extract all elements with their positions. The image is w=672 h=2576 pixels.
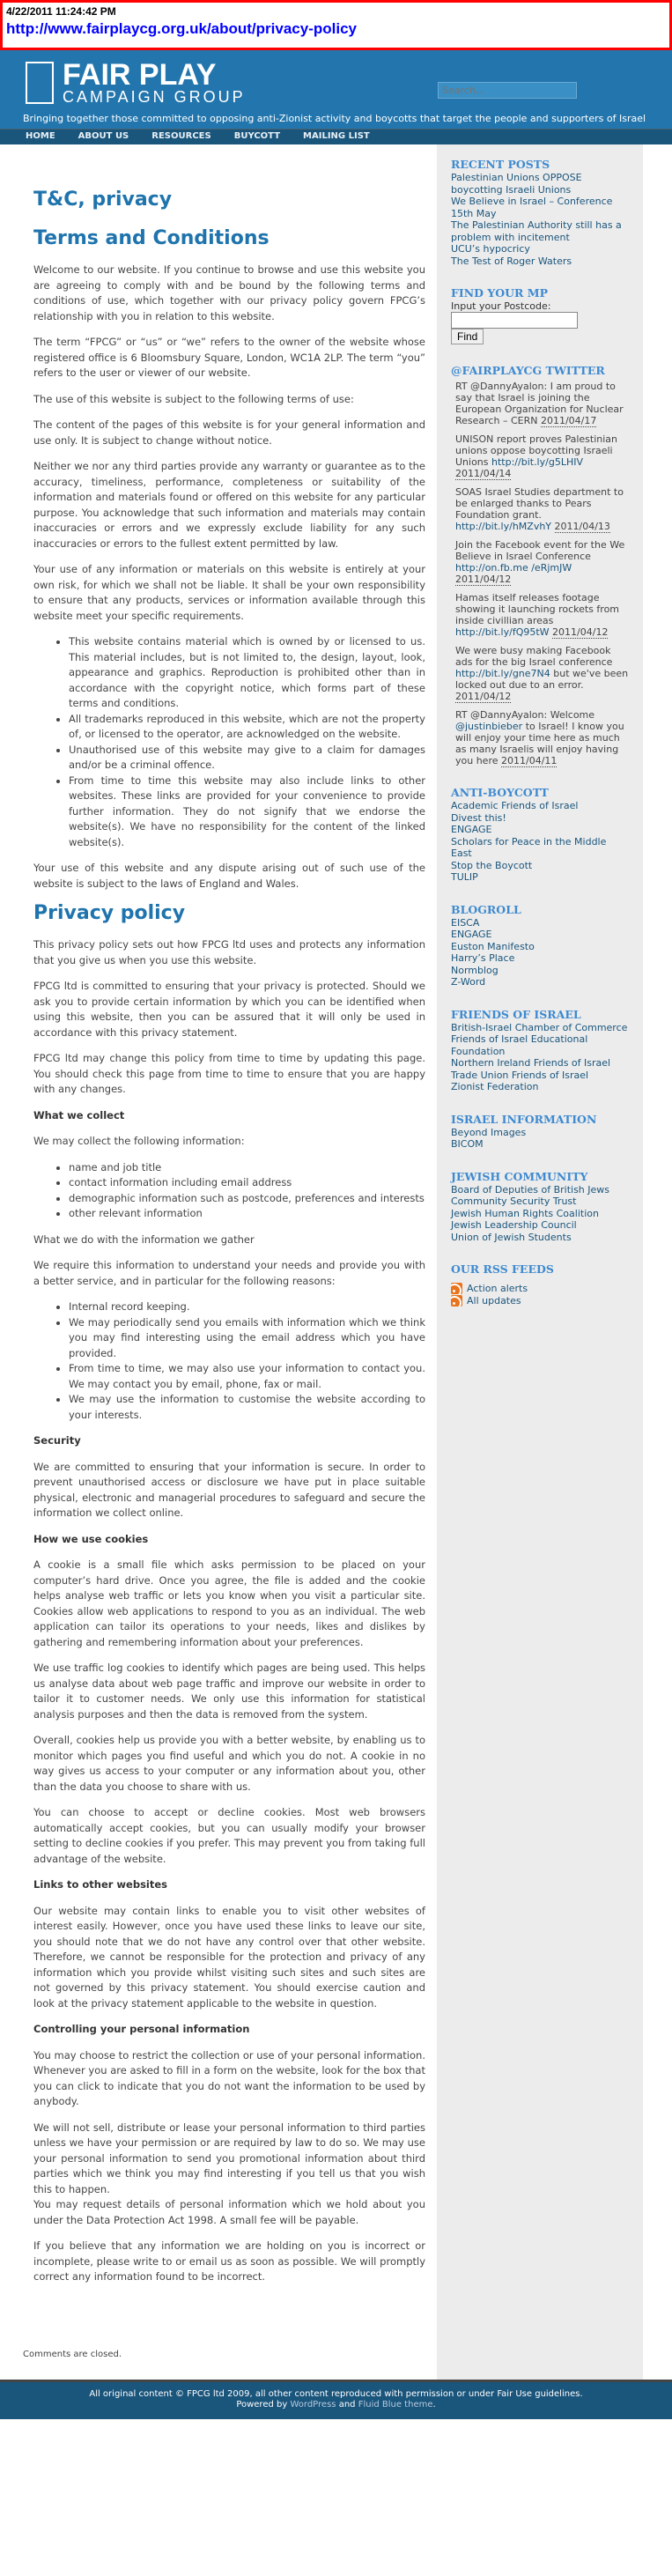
nav-about-us[interactable]: ABOUT US [78, 131, 129, 141]
tweet [455, 539, 629, 585]
recent-post-link[interactable]: The Palestinian Authority still has a problem with incitement [451, 219, 622, 243]
main-nav [0, 129, 672, 144]
friends-list [451, 1022, 629, 1093]
pp-paragraph: This privacy policy sets out how FPCG ltd uses and protects any information that you give us when you use this website. [33, 938, 425, 966]
recent-post-link[interactable]: UCU’s hypocricy [451, 243, 530, 255]
tweet-link[interactable]: http://bit.ly/gne7N4 [455, 668, 550, 679]
sidebar-link[interactable]: Community Security Trust [451, 1195, 577, 1207]
do-item: • We may use the information to customise the website according to your interests. [69, 1392, 425, 1423]
cookies-paragraph: Overall, cookies help us provide you with a better website, by enabling us to monitor which pages you find useful and which you do not. A cookie in no way gives us access to your computer or any information about you, other than the data you choose to share with us. [33, 1734, 425, 1793]
sidebar-link[interactable]: Z-Word [451, 976, 486, 988]
capture-banner [0, 0, 672, 50]
sidebar-link[interactable]: Jewish Leadership Council [451, 1219, 577, 1231]
wordpress-link[interactable]: WordPress [290, 2400, 336, 2409]
control-paragraph: You may choose to restrict the collection or use of your personal information. Whenever you are asked to fill in a form on the website, look for the box that you can click to indicate that you do not want the information to be used by anybody. [33, 2048, 425, 2107]
postcode-input[interactable] [451, 312, 578, 329]
rss-icon [451, 1295, 462, 1307]
tweet [455, 433, 629, 479]
collect-item: • demographic information such as postcode, preferences and interests [69, 1191, 425, 1207]
tweet [455, 381, 629, 426]
sidebar-link[interactable]: EISCA [451, 916, 480, 929]
capture-timestamp: 4/22/2011 11:24:42 PM [6, 5, 116, 18]
site-header [0, 50, 672, 129]
sidebar-link[interactable]: Northern Ireland Friends of Israel [451, 1057, 611, 1069]
tweet-text: Join the Facebook event for the We Believe in Israel Conference [455, 539, 625, 562]
links-text: Our website may contain links to enable you to visit other websites of interest easily. However, once you have used these links to leave our site, you should note that we do not have any control over that other website. Therefore, we cannot be responsible for the protection and privacy of any information which you provide whilst visiting such sites and such sites are not governed by this privacy statement. You should exercise caution and look at the privacy statement applicable to the website in question. [33, 1904, 425, 2010]
do-item: • From time to time, we may also use your information to contact you. We may contact you by email, phone, fax or mail. [69, 1361, 425, 1392]
capture-url[interactable]: http://www.fairplaycg.org.uk/about/privacy-policy [6, 20, 357, 37]
tweet-text: We were busy making Facebook ads for the big Israel conference [455, 645, 613, 668]
rss-all-updates[interactable] [451, 1295, 629, 1307]
control-heading: Controlling your personal information [33, 2023, 250, 2035]
tc-bullet: • All trademarks reproduced in this website, which are not the property of, or licensed to the operator, are acknowledged on the website. [69, 712, 425, 743]
tweet-text: Hamas itself releases footage showing it launching rockets from inside civillian areas [455, 592, 620, 626]
comments-closed: Comments are closed. [23, 2349, 122, 2359]
sidebar-link[interactable]: BICOM [451, 1138, 484, 1150]
find-mp-heading: FIND YOUR MP [451, 286, 549, 300]
nav-buycott[interactable]: BUYCOTT [233, 131, 281, 141]
tc-heading: Terms and Conditions [33, 227, 270, 249]
collect-item: • name and job title [69, 1160, 425, 1176]
tc-paragraph: The use of this website is subject to the following terms of use: [33, 392, 354, 405]
tc-bullet-list [69, 634, 425, 850]
blogroll-list [451, 917, 629, 988]
links-heading: Links to other websites [33, 1878, 167, 1891]
tweet-link[interactable]: http://bit.ly/g5LHIV [491, 456, 583, 468]
sidebar [437, 144, 643, 2380]
tweet-date[interactable]: 2011/04/12 [455, 574, 512, 585]
anti-boycott-heading: ANTI-BOYCOTT [451, 786, 549, 799]
anti-boycott-list [451, 800, 629, 884]
tweet-text: RT @DannyAyalon: I am proud to say that Israel is joining the European Organization for Nuclear Research – CERN [455, 381, 624, 426]
tc-bullet: • This website contains material which is owned by or licensed to us. This material includes, but is not limited to, the design, layout, look, appearance and graphics. Reproduction is prohibited other than in accordance with the copyright notice, which forms part of these terms and conditions. [69, 634, 425, 712]
tweet [455, 709, 629, 766]
collect-item: • other relevant information [69, 1206, 425, 1222]
jewish-community-heading: JEWISH COMMUNITY [451, 1169, 588, 1183]
tweet-date[interactable]: 2011/04/17 [540, 415, 597, 426]
sidebar-link[interactable]: Harry’s Place [451, 952, 515, 964]
tweet-link[interactable]: http://bit.ly/hMZvhY [455, 521, 552, 532]
do-intro: We require this information to understand your needs and provide you with a better service, and in particular for the following reasons: [33, 1259, 425, 1287]
tweet-link[interactable]: http://bit.ly/fQ95tW [455, 626, 550, 638]
recent-post-link[interactable]: We Believe in Israel – Conference 15th May [451, 196, 613, 219]
jewish-community-list [451, 1184, 629, 1244]
logo-square-icon[interactable] [26, 62, 54, 104]
do-heading: What we do with the information we gather [33, 1232, 255, 1246]
security-heading: Security [33, 1434, 81, 1447]
privacy-heading: Privacy policy [33, 902, 186, 924]
tweet-list [451, 381, 629, 766]
site-tagline: Bringing together those committed to opposing anti-Zionist activity and boycotts that target the people and supporters of Israel [23, 113, 646, 124]
tweet-date[interactable]: 2011/04/13 [554, 521, 610, 532]
footer-powered-prefix: Powered by [236, 2400, 288, 2409]
theme-link[interactable]: Fluid Blue theme [358, 2400, 433, 2409]
tc-paragraph: Welcome to our website. If you continue to browse and use this website you are agreeing to comply with and be bound by the following terms and conditions of use, which together with our privacy policy govern FPCG’s relationship with you in relation to this website. [33, 263, 425, 322]
control-paragraph [33, 2121, 425, 2229]
collect-item: • contact information including email address [69, 1175, 425, 1191]
sidebar-link[interactable]: Divest this! [451, 811, 506, 824]
nav-resources[interactable]: RESOURCES [151, 131, 211, 141]
security-text: We are committed to ensuring that your information is secure. In order to prevent unauthorised access or disclosure we have put in place suitable physical, electronic and managerial procedures to safeguard and secure the information we collect online. [33, 1460, 425, 1519]
collect-list [69, 1160, 425, 1222]
nav-home[interactable]: HOME [26, 131, 55, 141]
sidebar-link[interactable]: ENGAGE [451, 824, 492, 835]
tweet-text: UNISON report proves Palestinian unions oppose boycotting Israeli Unions [455, 433, 618, 468]
friends-heading: FRIENDS OF ISRAEL [451, 1007, 581, 1021]
tweet [455, 592, 629, 638]
nav-mailing-list[interactable]: MAILING LIST [303, 131, 370, 141]
tweet-text: RT @DannyAyalon: Welcome [455, 709, 595, 721]
cookies-heading: How we use cookies [33, 1532, 149, 1545]
site-footer [0, 2380, 672, 2419]
footer-period: . [432, 2400, 436, 2409]
israel-info-list [451, 1127, 629, 1151]
rss-link[interactable]: All updates [467, 1294, 521, 1307]
rss-icon [451, 1283, 462, 1294]
footer-and: and [338, 2400, 356, 2409]
tc-paragraph: The content of the pages of this website is for your general information and use only. It is subject to change without notice. [33, 418, 425, 447]
cookies-paragraph: We use traffic log cookies to identify which pages are being used. This helps us analyse data about web page traffic and improve our website in order to tailor it to customer needs. We only use this information for statistical analysis purposes and then the data is removed from the system. [33, 1662, 425, 1721]
do-item: • Internal record keeping. [69, 1299, 425, 1315]
blogroll-heading: BLOGROLL [451, 902, 521, 916]
sidebar-link[interactable]: Zionist Federation [451, 1081, 539, 1092]
collect-heading: What we collect [33, 1108, 125, 1121]
pp-paragraph: FPCG ltd is committed to ensuring that your privacy is protected. Should we ask you to provide certain information by which you can be identified when using this website, then you can be assured that it will only be used in accordance with this privacy statement. [33, 980, 425, 1039]
control-paragraph: If you believe that any information we are holding on you is incorrect or incomplete, please write to or email us as soon as possible. We will promptly correct any information found to be incorrect. [33, 2239, 425, 2283]
logo-subtitle[interactable]: CAMPAIGN GROUP [63, 88, 246, 106]
tweet-date[interactable]: 2011/04/11 [501, 755, 558, 766]
tweet-date[interactable]: 2011/04/14 [455, 468, 512, 479]
sidebar-link[interactable]: Jewish Human Rights Coalition [451, 1207, 599, 1219]
tc-bullet: • Unauthorised use of this website may give to a claim for damages and/or be a criminal offence. [69, 743, 425, 774]
search-input[interactable] [438, 82, 577, 99]
control-p2a: We will not sell, distribute or lease your personal information to third parties unless we have your permission or are required by law to do so. We may use your personal information to send you promotional information about third parties which we think you may find interesting if you tell us that you wish this to happen. [33, 2121, 425, 2195]
twitter-heading: @FAIRPLAYCG TWITTER [451, 364, 605, 377]
tc-paragraph: The term “FPCG” or “us” or “we” refers to the owner of the website whose registered office is 6 Bloomsbury Square, London, WC1A 2LP. The term “you” refers to the user or viewer of our website. [33, 336, 425, 379]
do-item: • We may periodically send you emails with information which we think you may find interesting using the email address which you have provided. [69, 1315, 425, 1362]
main-content [0, 144, 437, 2380]
sidebar-link[interactable]: ENGAGE [451, 929, 492, 940]
sidebar-link[interactable]: Beyond Images [451, 1126, 527, 1138]
sidebar-link[interactable]: Trade Union Friends of Israel [451, 1069, 589, 1081]
tweet-text-after: to Israel! I know you will enjoy your time here as much as many Israelis will enjoy having you here [455, 721, 624, 766]
find-button[interactable]: Find [451, 329, 484, 344]
sidebar-link[interactable]: Friends of Israel Educational Foundation [451, 1033, 588, 1057]
tweet-text-after: but we've been locked out due to an error. [455, 668, 629, 691]
sidebar-link[interactable]: Academic Friends of Israel [451, 800, 579, 811]
sidebar-link[interactable]: Normblog [451, 964, 498, 976]
tc-paragraph: Neither we nor any third parties provide any warranty or guarantee as to the accuracy, timeliness, performance, completeness or suitability of the information and materials found or offered on this website for any particular purpose. You acknowledge that such information and materials may contain inaccuracies or errors and we expressly exclude liability for any such inaccuracies or errors to the fullest extent permitted by law. [33, 460, 425, 550]
tweet-date[interactable]: 2011/04/12 [455, 691, 512, 702]
footer-copyright: All original content © FPCG ltd 2009, all other content reproduced with permission or under Fair Use guidelines. [89, 2389, 583, 2399]
tweet-text: SOAS Israel Studies department to be enlarged thanks to Pears Foundation grant. [455, 486, 624, 521]
tc-paragraph: Your use of any information or materials on this website is entirely at your own risk, for which we shall not be liable. It shall be your own responsibility to ensure that any products, services or information available through this website meet your specific requirements. [33, 563, 425, 622]
tweet-date[interactable]: 2011/04/12 [552, 626, 609, 638]
rss-heading: OUR RSS FEEDS [451, 1262, 554, 1276]
sidebar-link[interactable]: Euston Manifesto [451, 940, 535, 952]
sidebar-link[interactable]: Stop the Boycott [451, 859, 533, 871]
recent-post-link[interactable]: The Test of Roger Waters [451, 255, 572, 267]
rss-link[interactable]: Action alerts [467, 1283, 528, 1294]
postcode-label: Input your Postcode: [451, 300, 551, 312]
sidebar-link[interactable]: Scholars for Peace in the Middle East [451, 835, 607, 859]
pp-paragraph: FPCG ltd may change this policy from time to time by updating this page. You should check this page from time to time to ensure that you are happy with any changes. [33, 1052, 425, 1095]
tweet [455, 486, 629, 532]
footer-powered [0, 2400, 672, 2410]
tweet [455, 645, 629, 702]
israel-info-heading: ISRAEL INFORMATION [451, 1112, 597, 1126]
sidebar-link[interactable]: British-Israel Chamber of Commerce [451, 1021, 628, 1033]
do-list [69, 1299, 425, 1423]
sidebar-link[interactable]: TULIP [451, 871, 478, 883]
tc-bullet: • From time to time this website may also include links to other websites. These links are provided for your convenience to provide further information. They do not signify that we endorse the website(s). We have no responsibility for the content of the linked website(s). [69, 774, 425, 851]
recent-posts-heading: RECENT POSTS [451, 158, 550, 171]
sidebar-link[interactable]: Union of Jewish Students [451, 1231, 572, 1243]
cookies-paragraph: A cookie is a small file which asks permission to be placed on your computer’s hard drive. Once you agree, the file is added and the cookie helps analyse web traffic or lets you know when you visit a particular site. Cookies allow web applications to respond to you as an individual. The web application can tailor its operations to your needs, likes and dislikes by gathering and remembering information about your preferences. [33, 1558, 425, 1648]
page-title: T&C, privacy [33, 189, 173, 211]
recent-post-link[interactable]: Palestinian Unions OPPOSE boycotting Israeli Unions [451, 172, 582, 196]
tc-closing: Your use of this website and any dispute arising out of such use of the website is subject to the laws of England and Wales. [33, 862, 425, 890]
tweet-link[interactable]: @justinbieber [455, 721, 523, 732]
sidebar-link[interactable]: Board of Deputies of British Jews [451, 1183, 610, 1195]
control-p2b: You may request details of personal information which we hold about you under the Data Protection Act 1998. A small fee will be payable. [33, 2198, 425, 2226]
collect-intro: We may collect the following information: [33, 1135, 245, 1147]
logo-title[interactable]: FAIR PLAY [63, 58, 217, 92]
rss-action-alerts[interactable] [451, 1283, 629, 1295]
tweet-link[interactable]: http://on.fb.me /eRjmJW [455, 562, 572, 574]
cookies-paragraph: You can choose to accept or decline cookies. Most web browsers automatically accept cookies, but you can usually modify your browser setting to decline cookies if you prefer. This may prevent you from taking full advantage of the website. [33, 1806, 425, 1865]
